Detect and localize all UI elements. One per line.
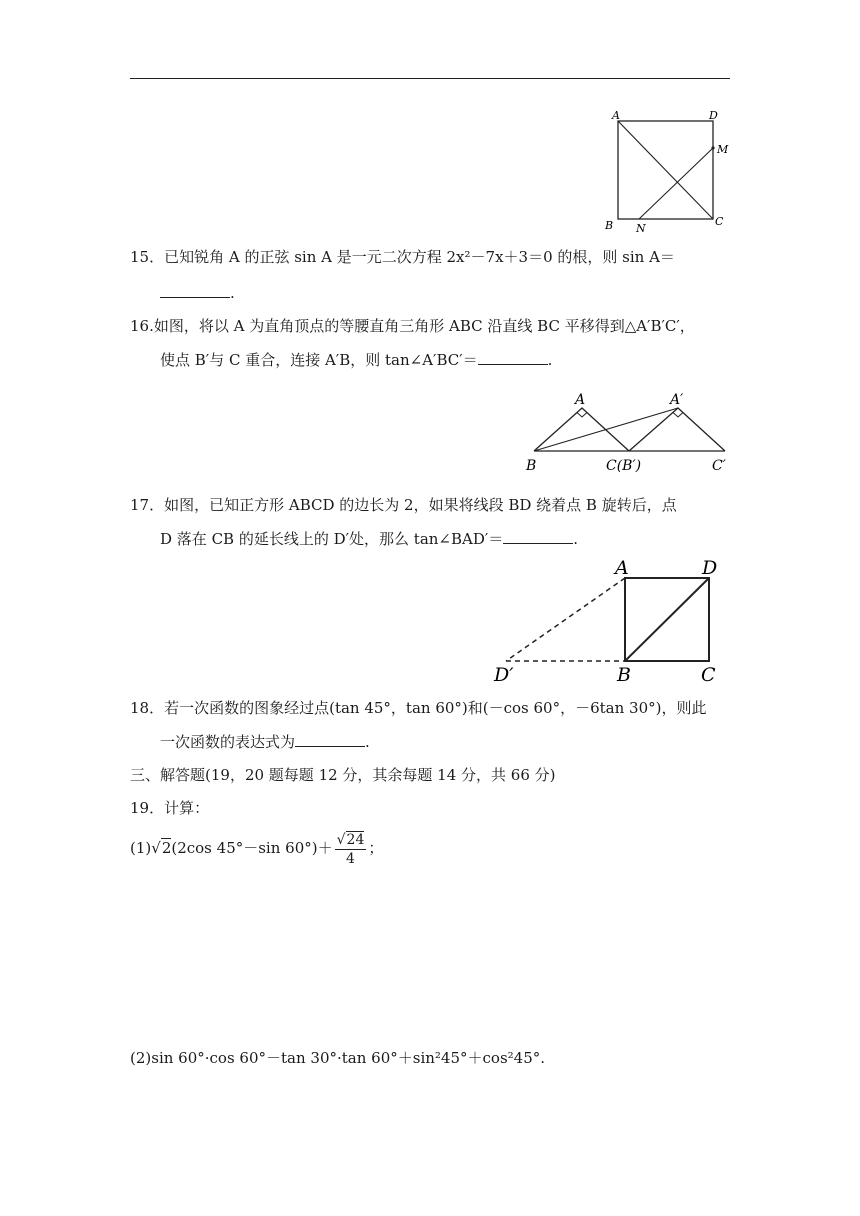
label-a: A [612, 109, 620, 122]
q19-part1 [130, 830, 383, 868]
q16-line2-text: 使点 B′与 C 重合，连接 A′B，则 tan∠A′BC′＝ [160, 351, 478, 369]
q17-line2-text: D 落在 CB 的延长线上的 D′处，那么 tan∠BAD′＝ [160, 530, 504, 548]
q18-line1: 18．若一次函数的图象经过点(tan 45°，tan 60°)和(－cos 60°，－6tan 30°)，则此 [130, 699, 707, 717]
label-b: B [605, 219, 614, 232]
label-m: M [717, 143, 729, 156]
q15-period: . [230, 284, 235, 302]
q16-line2 [160, 350, 552, 370]
part1-end: ； [368, 839, 384, 857]
part1-expression: (2cos 45°－sin 60°)＋ [171, 839, 333, 857]
answer-blank [295, 732, 365, 747]
q18-period: . [365, 733, 370, 751]
q18-line2-text: 一次函数的表达式为 [160, 733, 296, 751]
label-c-prime: C′ [712, 458, 726, 474]
q16-period: . [547, 351, 553, 369]
label-d: D [709, 109, 718, 122]
header-rule [130, 78, 730, 79]
answer-blank [478, 350, 548, 365]
label-b: B [617, 664, 631, 686]
label-a-prime: A′ [670, 392, 684, 408]
translation-figure [520, 386, 740, 478]
label-d-prime: D′ [494, 664, 514, 686]
q15-line2 [160, 283, 235, 303]
fraction-denominator: 4 [346, 850, 355, 867]
label-c: C [701, 664, 716, 686]
rotation-figure [490, 556, 730, 686]
label-b: B [526, 458, 537, 474]
part1-label: (1) [130, 839, 152, 857]
q19-title: 19．计算： [130, 799, 210, 817]
sqrt-radicand: 2 [161, 839, 172, 857]
label-a: A [575, 392, 586, 408]
q17-line1: 17．如图，已知正方形 ABCD 的边长为 2，如果将线段 BD 绕着点 B 旋转后，点 [130, 496, 677, 514]
label-c: C [715, 215, 724, 228]
label-d: D [702, 557, 718, 579]
q17-period: . [573, 530, 579, 548]
section-heading: 三、解答题(19，20 题每题 12 分，其余每题 14 分，共 66 分) [130, 766, 556, 784]
label-n: N [636, 222, 646, 235]
answer-blank [160, 283, 230, 298]
q18-line2 [160, 732, 370, 752]
fraction-radicand: 24 [346, 831, 365, 848]
q19-part2: (2)sin 60°·cos 60°－tan 30°·tan 60°＋sin²45°＋cos²45°. [130, 1049, 546, 1067]
q16-line1: 16.如图，将以 A 为直角顶点的等腰直角三角形 ABC 沿直线 BC 平移得到△A′B′C′， [130, 317, 695, 335]
fraction-numerator: √24 [336, 831, 365, 848]
sqrt-symbol: √ [151, 839, 161, 857]
label-c-b-prime: C(B′) [606, 458, 642, 474]
answer-blank [503, 529, 573, 544]
q17-line2 [160, 529, 578, 549]
label-a: A [615, 557, 629, 579]
fraction [335, 831, 367, 868]
q15-line1: 15．已知锐角 A 的正弦 sin A 是一元二次方程 2x²－7x＋3＝0 的根，则 sin A＝ [130, 248, 675, 266]
square-figure-mn [596, 106, 736, 236]
